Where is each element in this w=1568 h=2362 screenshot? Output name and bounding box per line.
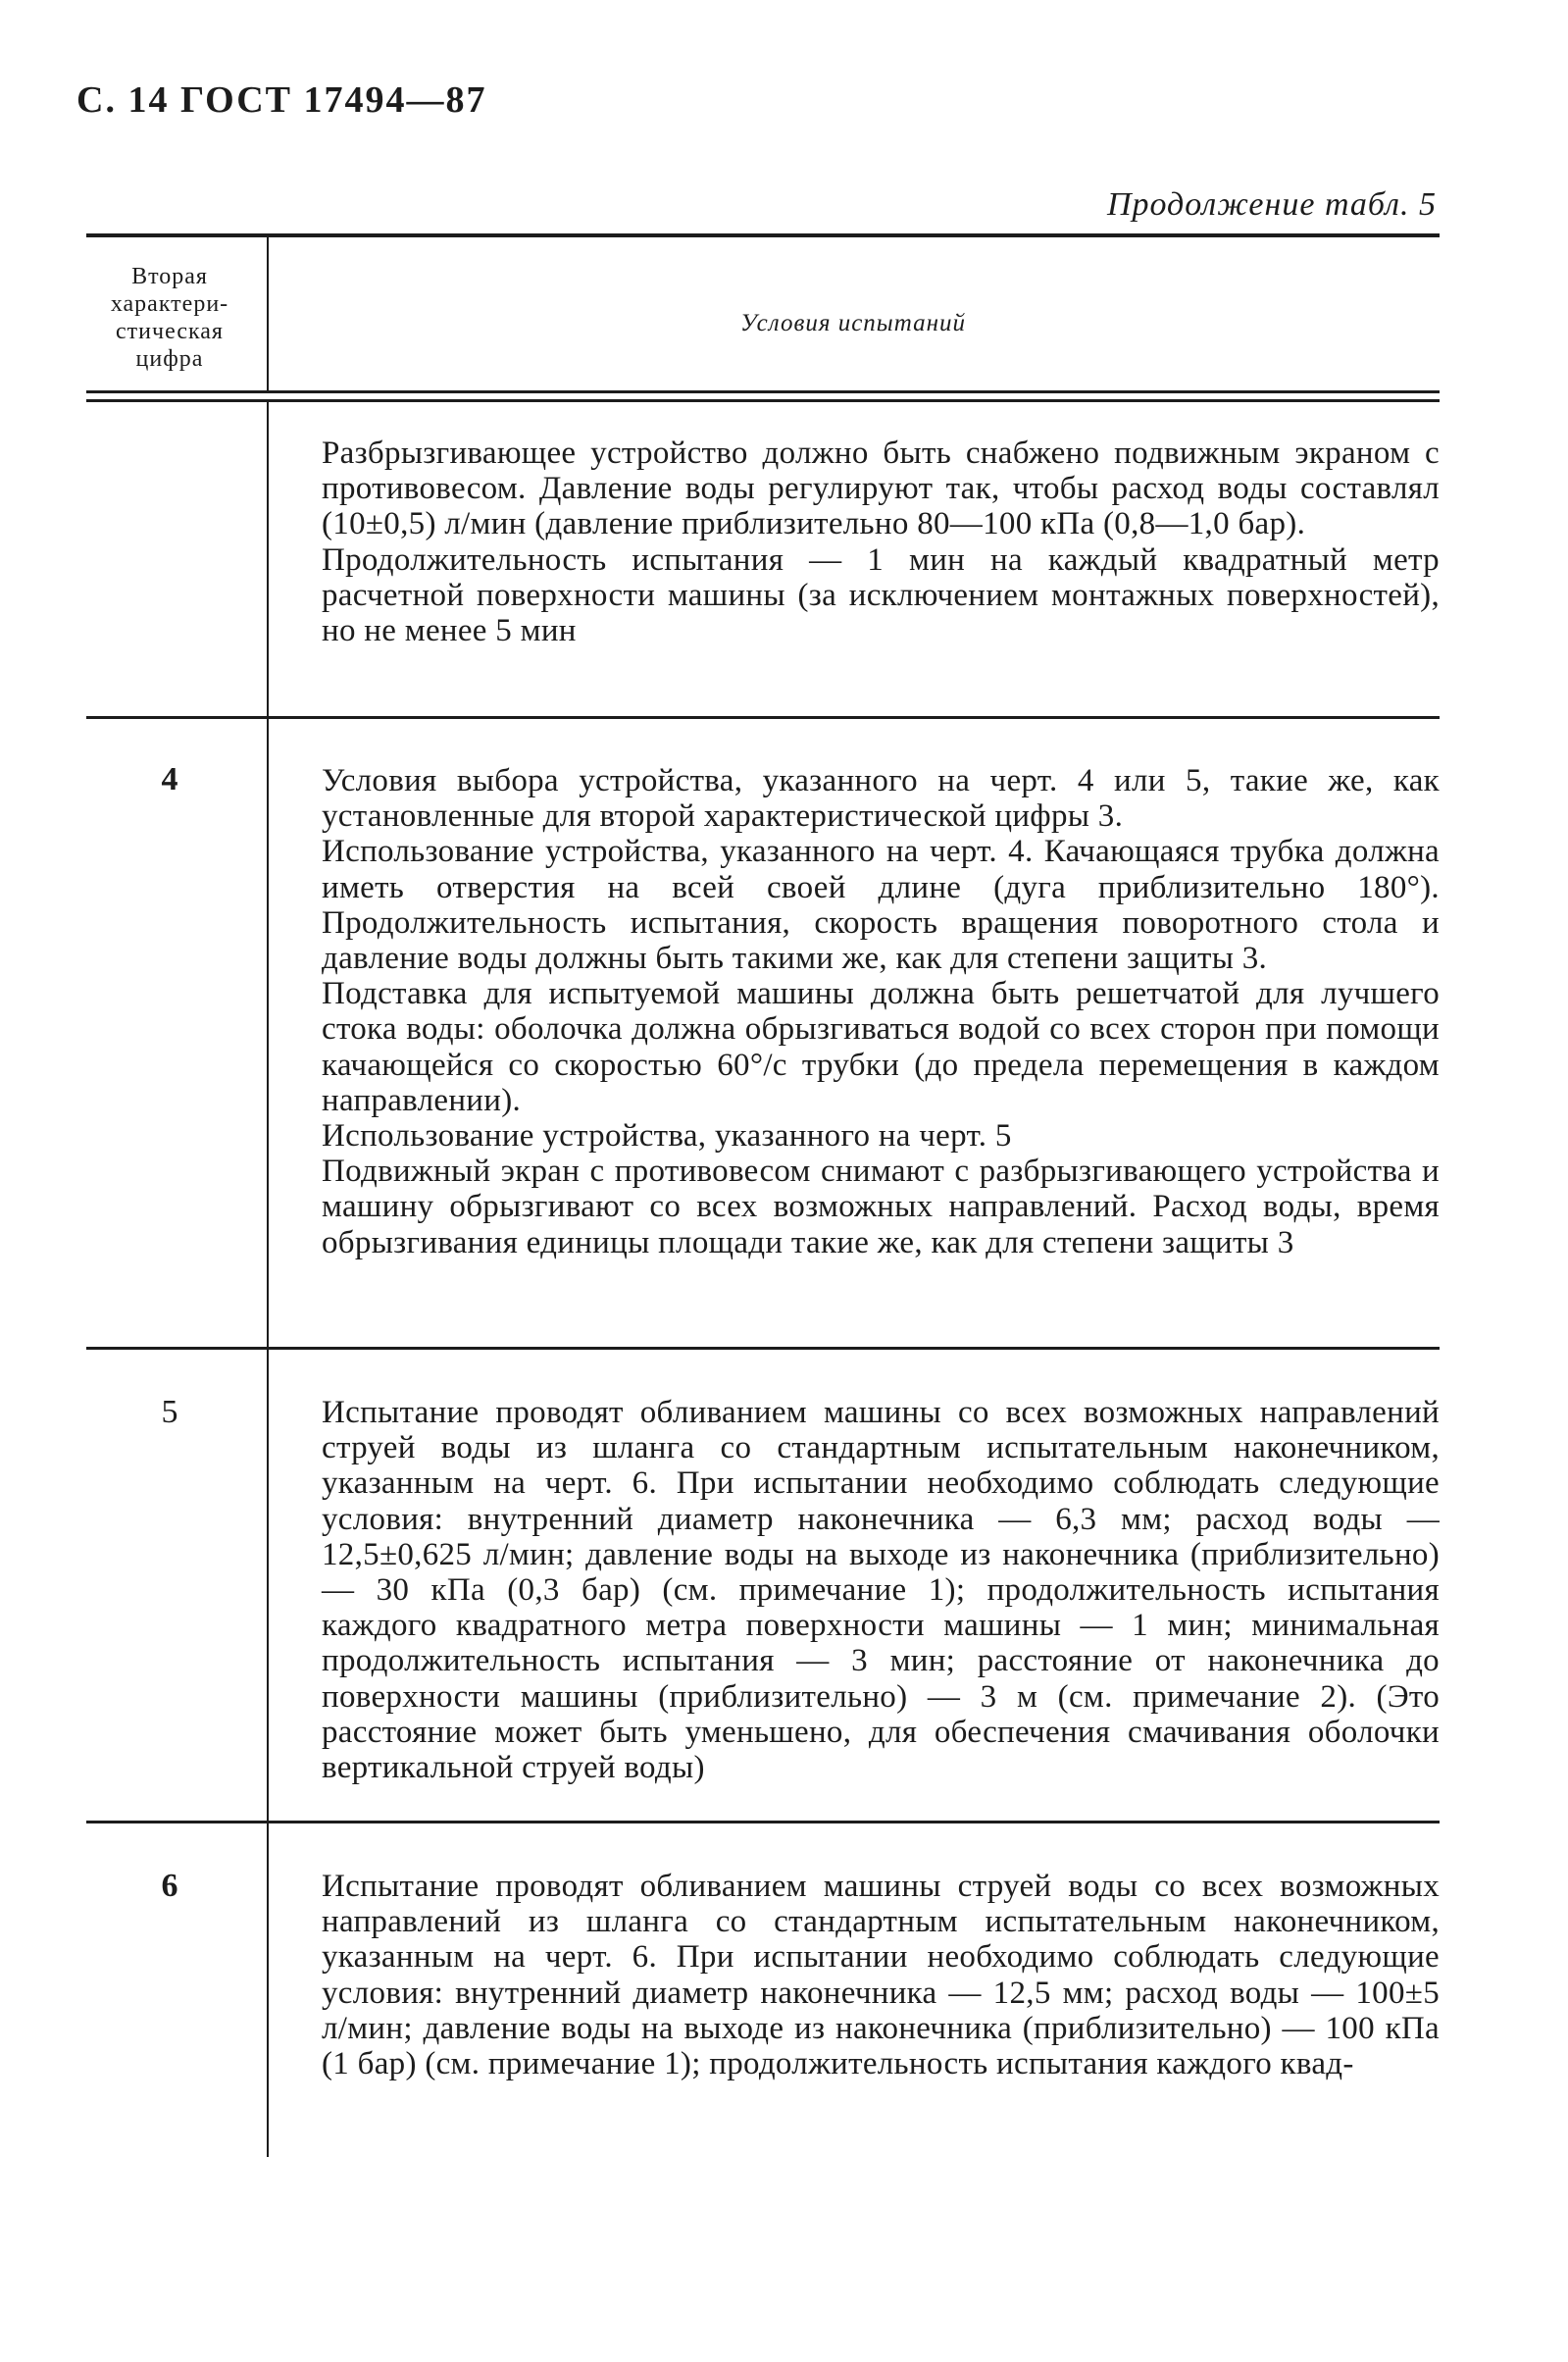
row-paragraph: Условия выбора устройства, указанного на черт. 4 или 5, такие же, как установленные для второй характеристической цифры 3. bbox=[322, 763, 1440, 835]
row-paragraph: Продолжительность испытания — 1 мин на каждый квадратный метр расчетной поверхности машины (за исключением монтажных поверхностей), но не менее 5 мин bbox=[322, 541, 1440, 649]
row-paragraph: Испытание проводят обливанием машины со всех возможных направлений струей воды из шланга со стандартным испытательным наконечником, указанным на черт. 6. При испытании необходимо соблюдать следующие условия: внутренний диаметр наконечника — 6,3 мм; расход воды — 12,5±0,625 л/мин; давление воды на выходе из наконечника (приблизительно) — 30 кПа (0,3 бар) (см. примечание 1); продолжительность испытания каждого квадратного метра поверхности машины — 1 мин; минимальная продолжительность испытания — 3 мин; расстояние от наконечника до поверхности машины (приблизительно) — 3 м (см. примечание 2). (Это расстояние может быть уменьшено, для обеспечения смачивания оболочки вертикальной струей воды) bbox=[322, 1395, 1440, 1786]
row-paragraph: Использование устройства, указанного на черт. 5 bbox=[322, 1118, 1012, 1155]
table-top-rule bbox=[86, 233, 1440, 237]
row-paragraph: Использование устройства, указанного на черт. 4. Качающаяся трубка должна иметь отверстия на всей своей длине (дуга приблизительно 180°). Продолжительность испытания, скорость вращения поворотного стола и давление воды должны быть такими же, как для степени защиты 3. bbox=[322, 834, 1440, 977]
row-paragraph: Разбрызгивающее устройство должно быть снабжено подвижным экраном с противовесом. Давление воды регулируют так, чтобы расход воды составлял (10±0,5) л/мин (давление приблизительно 80—100 кПа (0,8—1,0 бар). bbox=[322, 436, 1440, 542]
table-row-continuation bbox=[322, 436, 1440, 648]
column-header-digit-line: стическая bbox=[116, 319, 224, 344]
column-header-digit bbox=[86, 263, 253, 373]
column-divider bbox=[267, 402, 269, 716]
table-row-4 bbox=[322, 763, 1440, 1260]
table-row-5 bbox=[322, 1395, 1440, 1785]
row-rule bbox=[86, 716, 1440, 719]
header-double-rule bbox=[86, 399, 1440, 402]
table-caption: Продолжение табл. 5 bbox=[1106, 186, 1437, 223]
column-divider bbox=[267, 1823, 269, 2157]
row-number: 5 bbox=[161, 1394, 178, 1430]
page-header: С. 14 ГОСТ 17494—87 bbox=[76, 79, 487, 121]
column-divider bbox=[267, 1350, 269, 1821]
row-rule bbox=[86, 1821, 1440, 1823]
column-header-digit-line: характери- bbox=[110, 291, 229, 317]
row-paragraph: Подвижный экран с противовесом снимают с разбрызгивающего устройства и машину обрызгивают со всех возможных направлений. Расход воды, время обрызгивания единицы площади такие же, как для степени защиты 3 bbox=[322, 1154, 1440, 1260]
column-header-conditions: Условия испытаний bbox=[740, 310, 966, 336]
header-double-rule bbox=[86, 390, 1440, 393]
column-header-digit-line: цифра bbox=[135, 346, 204, 372]
row-number: 4 bbox=[161, 761, 178, 797]
column-header-digit-line: Вторая bbox=[131, 264, 208, 289]
table-row-6 bbox=[322, 1869, 1440, 2081]
row-paragraph: Испытание проводят обливанием машины струей воды со всех возможных направлений из шланга со стандартным испытательным наконечником, указанным на черт. 6. При испытании необходимо соблюдать следующие условия: внутренний диаметр наконечника — 12,5 мм; расход воды — 100±5 л/мин; давление воды на выходе из наконечника (приблизительно) — 100 кПа (1 бар) (см. примечание 1); продолжительность испытания каждого квад- bbox=[322, 1869, 1440, 2082]
row-rule bbox=[86, 1347, 1440, 1350]
row-paragraph: Подставка для испытуемой машины должна быть решетчатой для лучшего стока воды: оболочка должна обрызгиваться водой со всех сторон при помощи качающейся со скоростью 60°/с трубки (до предела перемещения в каждом направлении). bbox=[322, 976, 1440, 1118]
column-divider bbox=[267, 719, 269, 1347]
row-number: 6 bbox=[161, 1868, 178, 1904]
